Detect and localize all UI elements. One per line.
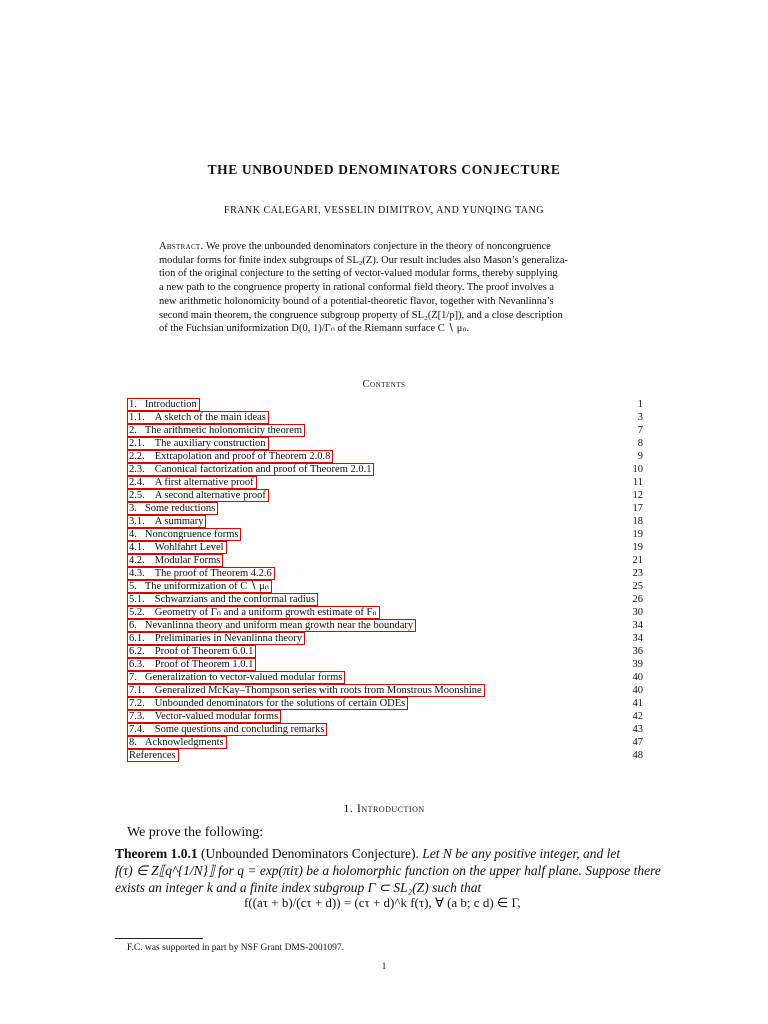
- toc-entry: [127, 398, 643, 411]
- toc-link[interactable]: [127, 684, 485, 697]
- toc-page-number: 19: [632, 542, 643, 553]
- toc-entry: [127, 632, 643, 645]
- toc-entry: [127, 502, 643, 515]
- toc-page-number: 18: [632, 516, 643, 527]
- toc-title: Canonical factorization and proof of Theorem 2.0.1: [154, 464, 372, 475]
- toc-title: A sketch of the main ideas: [154, 412, 266, 423]
- toc-entry: [127, 723, 643, 736]
- toc-page-number: 3: [637, 412, 643, 423]
- toc-number: 2.5.: [129, 490, 145, 501]
- toc-entry: [127, 606, 643, 619]
- abstract-line: new arithmetic holonomicity bound of a potential-theoretic flavor, together with Nevanlinna’s: [159, 295, 554, 307]
- toc-title: Preliminaries in Nevanlinna theory: [154, 633, 303, 644]
- toc-entry: [127, 476, 643, 489]
- toc-page-number: 19: [632, 529, 643, 540]
- toc-page-number: 41: [632, 698, 643, 709]
- toc-number: 5.: [129, 581, 137, 592]
- toc-number: 4.3.: [129, 568, 145, 579]
- toc-entry: [127, 658, 643, 671]
- toc-link[interactable]: [127, 697, 408, 710]
- toc-page-number: 10: [632, 464, 643, 475]
- toc-link[interactable]: [127, 593, 318, 606]
- intro-sentence: We prove the following:: [127, 825, 264, 840]
- toc-link[interactable]: [127, 710, 281, 723]
- toc-number: 5.1.: [129, 594, 145, 605]
- toc-link[interactable]: [127, 671, 345, 684]
- toc-title: Proof of Theorem 1.0.1: [154, 659, 254, 670]
- toc-link[interactable]: [127, 567, 275, 580]
- toc-link[interactable]: [127, 398, 200, 411]
- paper-title: THE UNBOUNDED DENOMINATORS CONJECTURE: [207, 162, 561, 177]
- toc-number: 5.2.: [129, 607, 145, 618]
- toc-link[interactable]: [127, 502, 218, 515]
- toc-entry: [127, 645, 643, 658]
- toc-title: Some questions and concluding remarks: [154, 724, 325, 735]
- toc-title: A first alternative proof: [154, 477, 254, 488]
- toc-page-number: 39: [632, 659, 643, 670]
- theorem-line: f(τ) ∈ Z⟦q^{1/N}⟧ for q = exp(πiτ) be a holomorphic function on the upper half plane. Suppose there: [115, 863, 661, 878]
- abstract-line: of the Fuchsian uniformization D(0, 1)/Γₙ of the Riemann surface C ∖ μₙ.: [159, 323, 470, 335]
- toc-entry: [127, 554, 643, 567]
- toc-number: 7.4.: [129, 724, 145, 735]
- toc-page-number: 25: [632, 581, 643, 592]
- toc-link[interactable]: [127, 463, 374, 476]
- theorem-name: (Unbounded Denominators Conjecture).: [201, 846, 419, 861]
- toc-title: Acknowledgments: [144, 737, 224, 748]
- toc-entry: [127, 411, 643, 424]
- toc-page-number: 17: [632, 503, 643, 514]
- toc-page-number: 40: [632, 672, 643, 683]
- toc-entry: [127, 567, 643, 580]
- toc-link[interactable]: [127, 528, 241, 541]
- toc-entry: [127, 593, 643, 606]
- toc-number: 6.2.: [129, 646, 145, 657]
- toc-title: Generalized McKay–Thompson series with roots from Monstrous Moonshine: [154, 685, 482, 696]
- toc-title: The proof of Theorem 4.2.6: [154, 568, 272, 579]
- paper-authors: FRANK CALEGARI, VESSELIN DIMITROV, AND YUNQING TANG: [224, 205, 544, 216]
- toc-number: 4.2.: [129, 555, 145, 566]
- toc-title: The auxiliary construction: [154, 438, 266, 449]
- toc-title: Geometry of Γₙ and a uniform growth estimate of Fₙ: [154, 607, 377, 618]
- toc-entry: [127, 697, 643, 710]
- toc-entry: [127, 424, 643, 437]
- toc-page-number: 40: [632, 685, 643, 696]
- toc-entry: [127, 450, 643, 463]
- toc-title: References: [129, 750, 176, 761]
- toc-page-number: 11: [632, 477, 643, 488]
- toc-title: Wohlfahrt Level: [154, 542, 224, 553]
- toc-page-number: 48: [632, 750, 643, 761]
- toc-page-number: 1: [637, 399, 643, 410]
- theorem-equation: f((aτ + b)/(cτ + d)) = (cτ + d)^k f(τ), ∀ (a b; c d) ∈ Γ,: [244, 895, 521, 910]
- toc-number: 6.3.: [129, 659, 145, 670]
- toc-link[interactable]: [127, 632, 305, 645]
- toc-page-number: 34: [632, 620, 643, 631]
- toc-title: Noncongruence forms: [144, 529, 239, 540]
- toc-entry: [127, 515, 643, 528]
- abstract-line: tion of the original conjecture to the setting of vector-valued modular forms, thereby supplying: [159, 268, 558, 280]
- toc-link[interactable]: [127, 541, 227, 554]
- toc-number: 7.1.: [129, 685, 145, 696]
- toc-link[interactable]: [127, 489, 269, 502]
- toc-link[interactable]: [127, 658, 256, 671]
- page-number: 1: [381, 962, 387, 972]
- toc-number: 2.4.: [129, 477, 145, 488]
- toc-entry: [127, 736, 643, 749]
- toc-entry: [127, 749, 643, 762]
- toc-title: Modular Forms: [154, 555, 221, 566]
- theorem-statement: [115, 845, 661, 896]
- theorem-line: [115, 845, 645, 862]
- toc-number: 1.1.: [129, 412, 145, 423]
- toc-number: 2.3.: [129, 464, 145, 475]
- toc-page-number: 34: [632, 633, 643, 644]
- toc-number: 2.: [129, 425, 137, 436]
- toc-link[interactable]: [127, 645, 256, 658]
- toc-title: Nevanlinna theory and uniform mean growth near the boundary: [144, 620, 414, 631]
- toc-title: Generalization to vector-valued modular forms: [144, 672, 343, 683]
- toc-link[interactable]: [127, 619, 416, 632]
- toc-link[interactable]: [127, 424, 305, 437]
- toc-link[interactable]: [127, 437, 269, 450]
- toc-number: 4.1.: [129, 542, 145, 553]
- toc-title: Some reductions: [144, 503, 216, 514]
- toc-entry: [127, 710, 643, 723]
- table-of-contents: [127, 398, 643, 762]
- section-heading: 1. Introduction: [343, 801, 425, 815]
- toc-number: 7.2.: [129, 698, 145, 709]
- contents-heading: Contents: [362, 379, 406, 390]
- toc-entry: [127, 463, 643, 476]
- toc-number: 6.1.: [129, 633, 145, 644]
- toc-title: The uniformization of C ∖ μₙ: [144, 581, 269, 592]
- toc-number: 3.1.: [129, 516, 145, 527]
- toc-page-number: 43: [632, 724, 643, 735]
- toc-title: Vector-valued modular forms: [154, 711, 279, 722]
- toc-link[interactable]: [127, 476, 257, 489]
- toc-link[interactable]: [127, 723, 327, 736]
- toc-page-number: 47: [632, 737, 643, 748]
- toc-link[interactable]: [127, 749, 179, 762]
- toc-title: Schwarzians and the conformal radius: [154, 594, 316, 605]
- toc-page-number: 21: [632, 555, 643, 566]
- toc-number: 2.2.: [129, 451, 145, 462]
- toc-entry: [127, 671, 643, 684]
- toc-page-number: 36: [632, 646, 643, 657]
- toc-link[interactable]: [127, 515, 206, 528]
- toc-page-number: 23: [632, 568, 643, 579]
- toc-number: 4.: [129, 529, 137, 540]
- toc-title: Unbounded denominators for the solutions of certain ODEs: [154, 698, 406, 709]
- toc-number: 6.: [129, 620, 137, 631]
- toc-number: 7.3.: [129, 711, 145, 722]
- toc-number: 1.: [129, 399, 137, 410]
- theorem-text: Let N be any positive integer, and let: [422, 846, 621, 861]
- toc-page-number: 7: [637, 425, 643, 436]
- toc-entry: [127, 489, 643, 502]
- toc-number: 7.: [129, 672, 137, 683]
- toc-number: 8.: [129, 737, 137, 748]
- abstract-line: a new path to the congruence property in rational conformal field theory. The proof involves a: [159, 282, 555, 294]
- abstract-line: Abstract. We prove the unbounded denominators conjecture in the theory of noncongruence: [159, 241, 551, 252]
- toc-title: Extrapolation and proof of Theorem 2.0.8: [154, 451, 331, 462]
- toc-entry: [127, 528, 643, 541]
- toc-number: 3.: [129, 503, 137, 514]
- toc-link[interactable]: [127, 450, 333, 463]
- toc-title: A second alternative proof: [154, 490, 266, 501]
- toc-entry: [127, 541, 643, 554]
- abstract: [159, 240, 599, 336]
- toc-page-number: 30: [632, 607, 643, 618]
- toc-link[interactable]: [127, 606, 380, 619]
- toc-page-number: 26: [632, 594, 643, 605]
- abstract-line: modular forms for finite index subgroups of SL₂(Z). Our result includes also Mason’s generaliza-: [159, 254, 568, 266]
- toc-link[interactable]: [127, 580, 272, 593]
- toc-link[interactable]: [127, 736, 227, 749]
- toc-title: Introduction: [144, 399, 197, 410]
- toc-entry: [127, 437, 643, 450]
- toc-page-number: 9: [637, 451, 643, 462]
- footnote: F.C. was supported in part by NSF Grant DMS-2001097.: [127, 943, 344, 953]
- theorem-label: Theorem 1.0.1: [115, 846, 198, 861]
- toc-entry: [127, 580, 643, 593]
- toc-title: The arithmetic holonomicity theorem: [144, 425, 303, 436]
- toc-page-number: 8: [637, 438, 643, 449]
- toc-entry: [127, 619, 643, 632]
- abstract-line: second main theorem, the congruence subgroup property of SL₂(Z[1/p]), and a close description: [159, 309, 563, 321]
- toc-link[interactable]: [127, 411, 269, 424]
- toc-link[interactable]: [127, 554, 223, 567]
- toc-entry: [127, 684, 643, 697]
- footnote-rule: [115, 938, 203, 939]
- abstract-label: Abstract.: [159, 241, 204, 252]
- toc-page-number: 42: [632, 711, 643, 722]
- toc-title: A summary: [154, 516, 204, 527]
- toc-page-number: 12: [632, 490, 643, 501]
- theorem-line: exists an integer k and a finite index subgroup Γ ⊂ SL₂(Z) such that: [115, 880, 482, 895]
- toc-number: 2.1.: [129, 438, 145, 449]
- toc-title: Proof of Theorem 6.0.1: [154, 646, 254, 657]
